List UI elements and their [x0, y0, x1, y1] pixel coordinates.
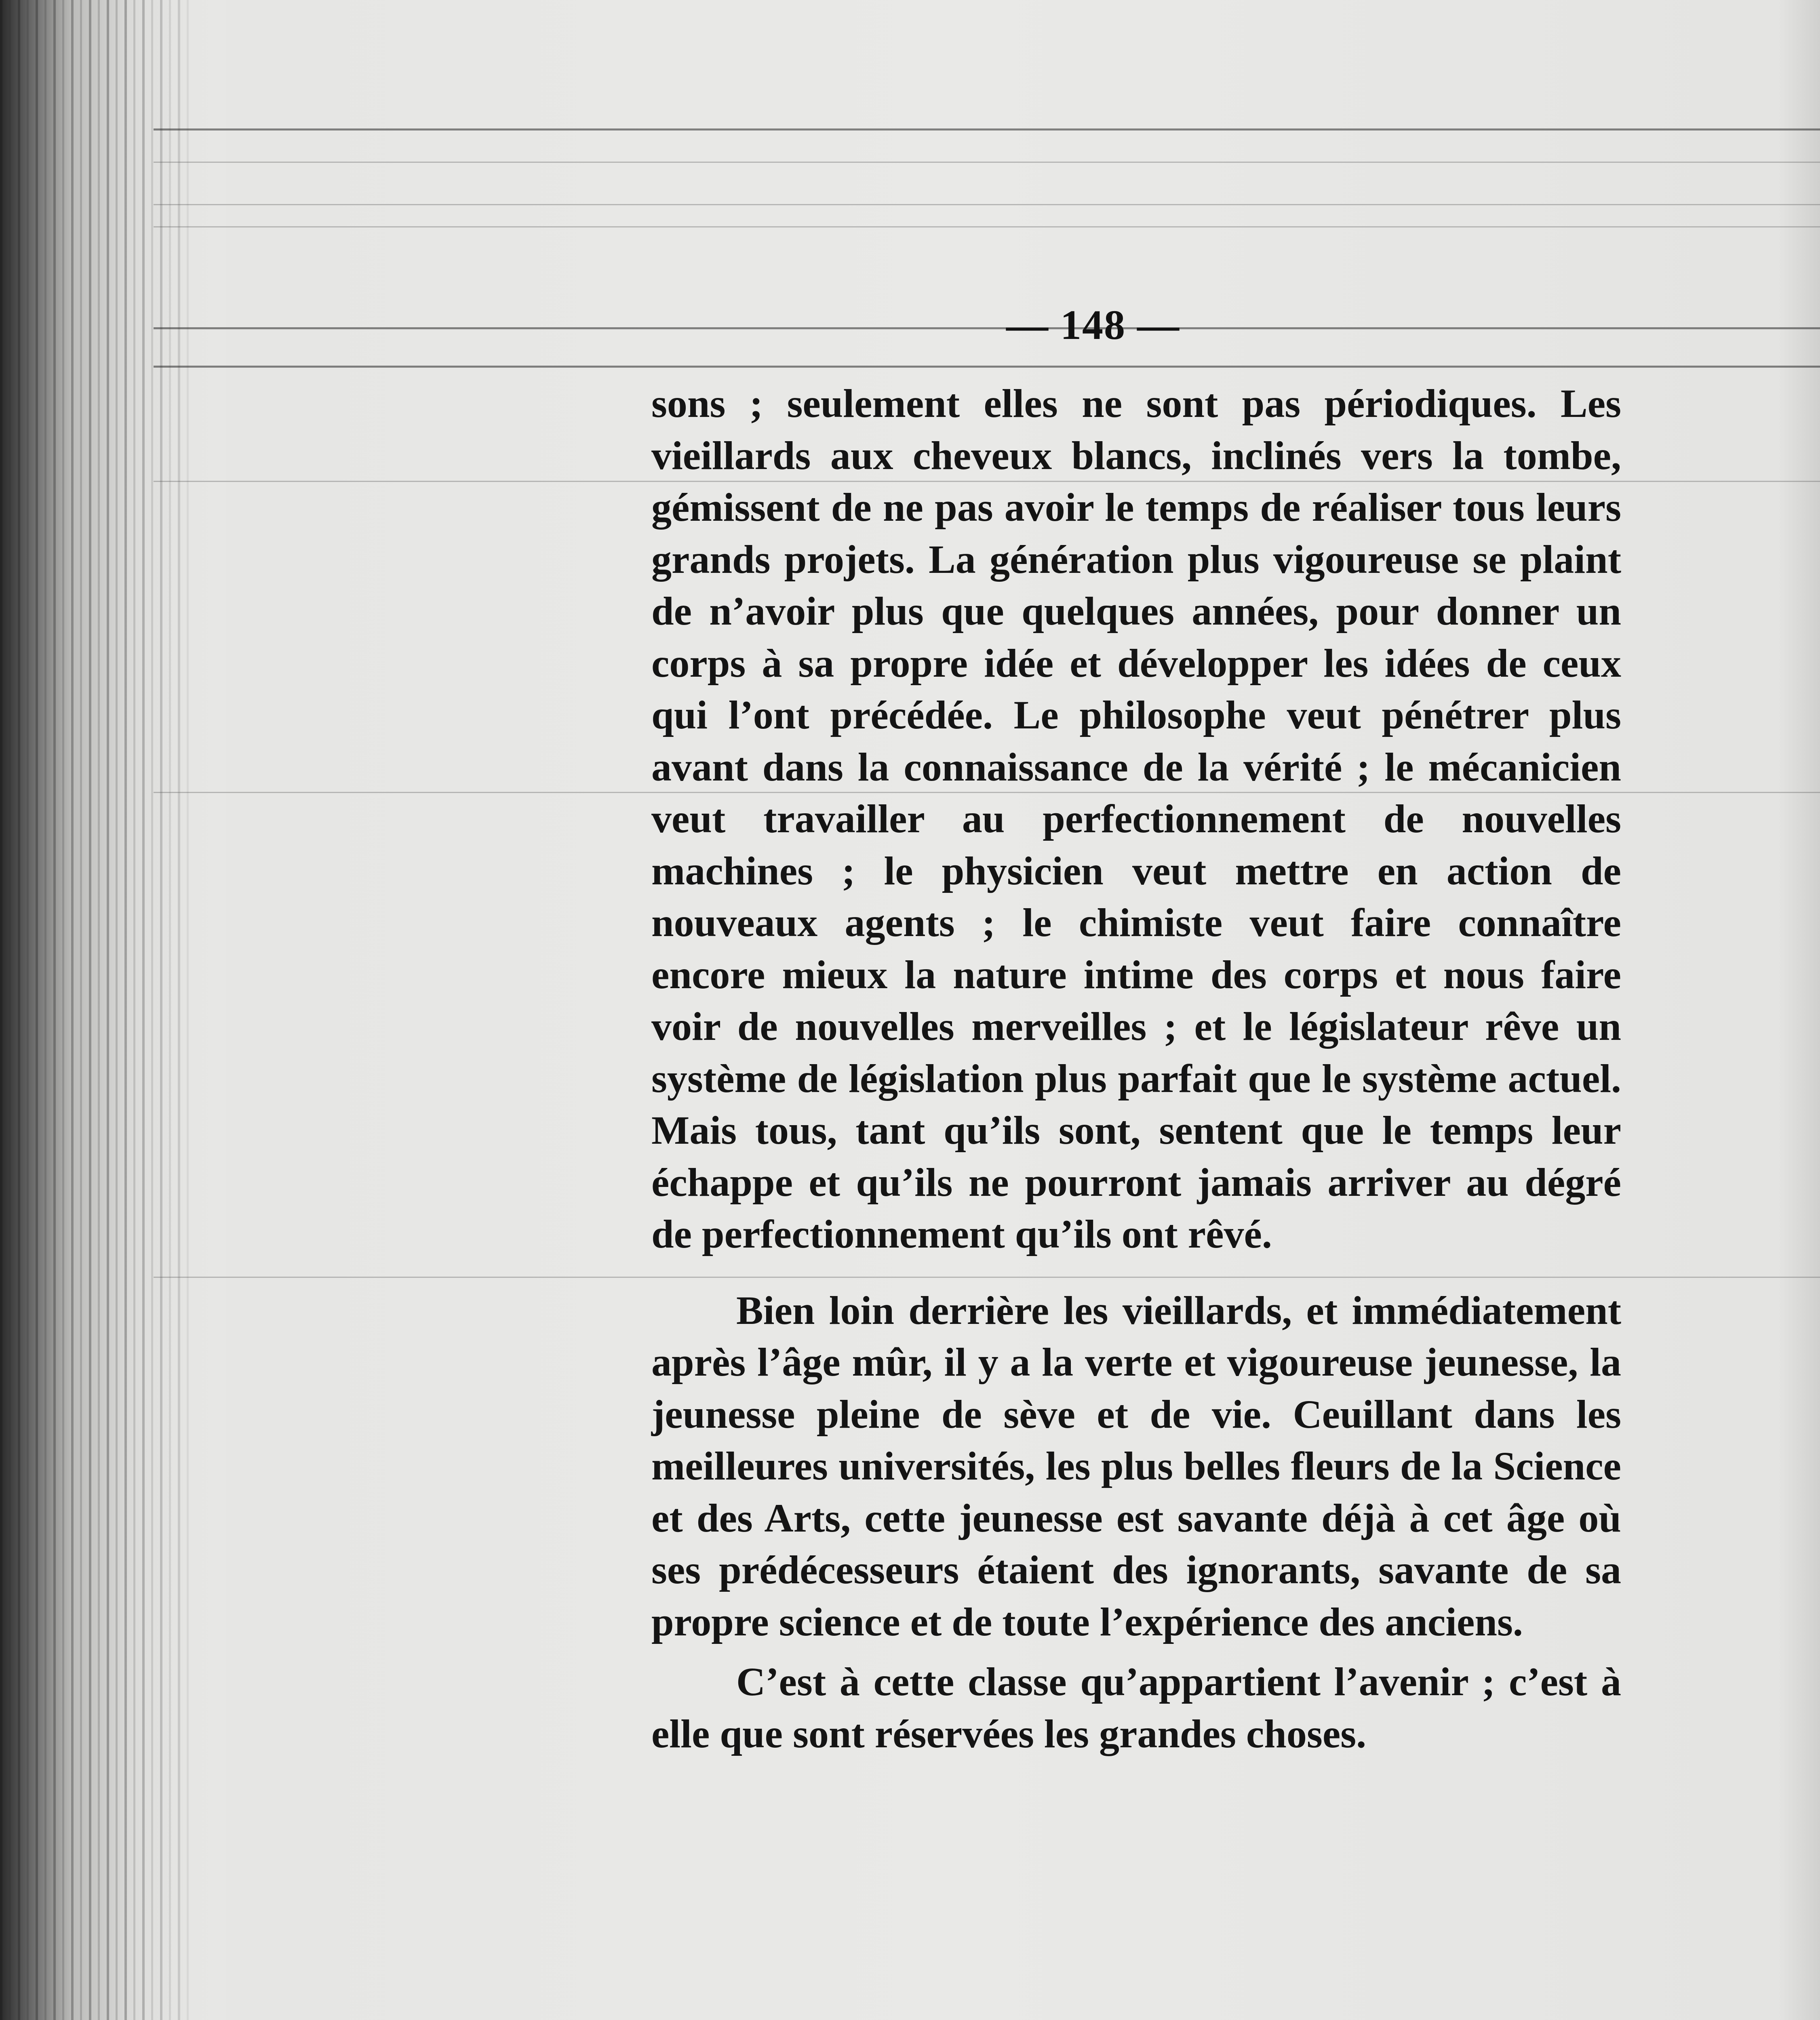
scan-rule	[154, 327, 1820, 329]
scan-rule	[154, 204, 1820, 205]
body-text	[651, 378, 1621, 1760]
paragraph: C’est à cette classe qu’appartient l’avenir ; c’est à elle que sont réservées les grandes choses.	[651, 1659, 1621, 1756]
scan-rule	[154, 226, 1820, 227]
paragraph: Bien loin derrière les vieillards, et immédiatement après l’âge mûr, il y a la verte et vigoureuse jeunesse, la jeunesse pleine de sève et de vie. Ceuillant dans les meilleures universités, les plus belles fleurs de la Science et des Arts, cette jeunesse est savante déjà à cet âge où ses prédécesseurs étaient des ignorants, savante de sa propre science et de toute l’expérience des anciens.	[651, 1288, 1621, 1644]
page-number: — 148 —	[1006, 302, 1180, 348]
scan-rule	[154, 128, 1820, 130]
paragraph: sons ; seulement elles ne sont pas périodiques. Les vieillards aux cheveux blancs, inclinés vers la tombe, gémissent de ne pas avoir le temps de réaliser tous leurs grands projets. La génération plus vigoureuse se plaint de n’avoir plus que quelques années, pour donner un corps à sa propre idée et développer les idées de ceux qui l’ont précédée. Le philosophe veut pénétrer plus avant dans la connaissance de la vérité ; le mécanicien veut travailler au perfectionnement de nouvelles machines ; le physicien veut mettre en action de nouveaux agents ; le chimiste veut faire connaître encore mieux la nature intime des corps et nous faire voir de nouvelles merveilles ; et le législateur rêve un système de législation plus parfait que le système actuel. Mais tous, tant qu’ils sont, sentent que le temps leur échappe et qu’ils ne pourront jamais arriver au dégré de perfectionnement qu’ils ont rêvé.	[651, 381, 1621, 1256]
scan-rule	[154, 162, 1820, 163]
binding-edge-fade	[121, 0, 226, 2020]
scan-rule	[154, 366, 1820, 368]
